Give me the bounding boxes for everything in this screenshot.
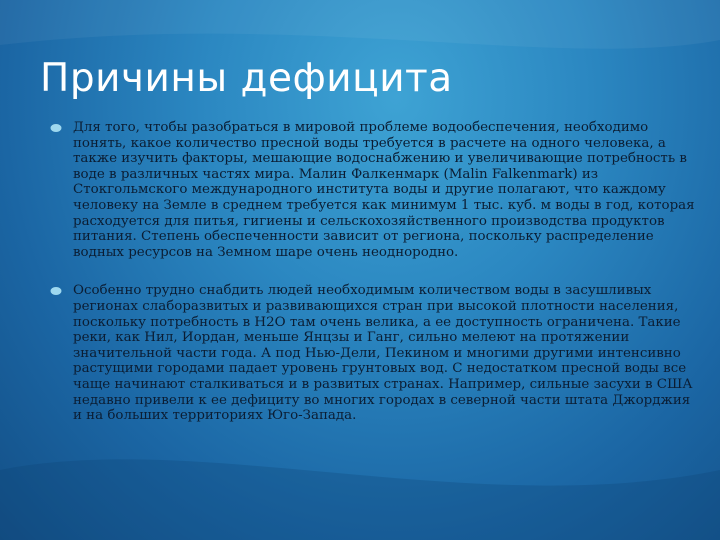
slide-title: Причины дефицита: [40, 56, 453, 101]
bullet-icon: [50, 286, 62, 296]
bullet-text: Для того, чтобы разобраться в мировой проблеме водообеспечения, необходимо понять, какое количество пресной воды требуется в расчете на одного человека, а также изучить факторы, мешающие водоснабжению и увеличивающие потребность в воде в различных частях мира. Малин Фалкенмарк (Malin Falkenmark) из Стокгольмского международного института воды и другие полагают, что каждому человеку на Земле в среднем требуется как минимум 1 тыс. куб. м воды в год, которая расходуется для питья, гигиены и сельскохозяйственного производства продуктов питания. Степень обеспеченности зависит от региона, поскольку распределение водных ресурсов на Земном шаре очень неоднородно.: [73, 120, 695, 260]
bullet-item: [50, 283, 702, 423]
bullet-list: [50, 120, 702, 447]
bullet-item: [50, 120, 702, 260]
bullet-icon: [50, 123, 62, 133]
bullet-text: Особенно трудно снабдить людей необходимым количеством воды в засушливых регионах слаборазвитых и развивающихся стран при высокой плотности населения, поскольку потребность в Н2О там очень велика, а ее доступность ограничена. Такие реки, как Нил, Иордан, меньше Янцзы и Ганг, сильно мелеют на протяжении значительной части года. А под Нью-Дели, Пекином и многими другими интенсивно растущими городами падает уровень грунтовых вод. С недостатком пресной воды все чаще начинают сталкиваться и в развитых странах. Например, сильные засухи в США недавно привели к ее дефициту во многих городах в северной части штата Джорджия и на больших территориях Юго-Запада.: [73, 283, 693, 424]
